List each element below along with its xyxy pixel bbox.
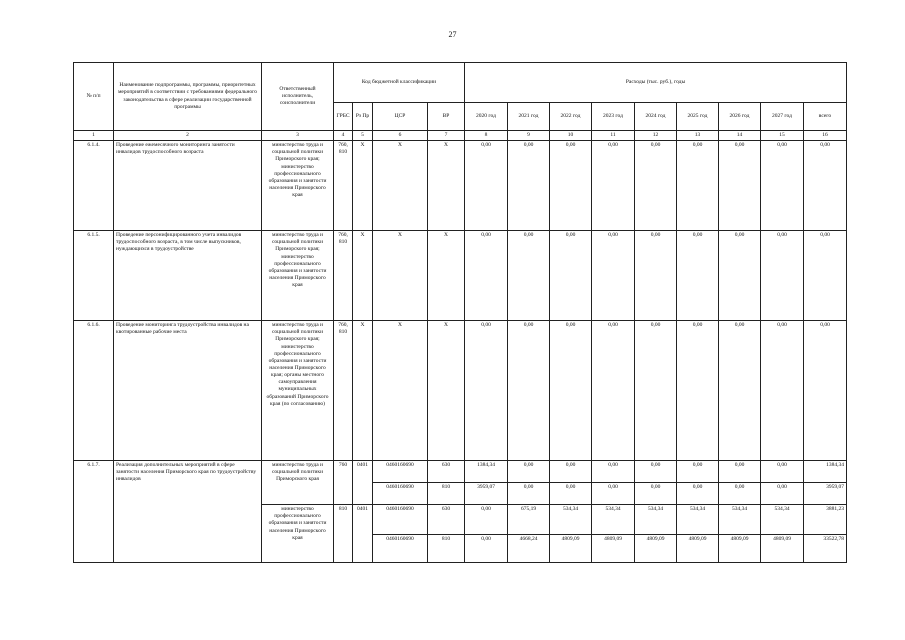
row-value: 0,00 (761, 483, 804, 505)
row-value: 0,00 (635, 321, 677, 461)
row-vr: 810 (428, 483, 465, 505)
row-value: 534,34 (635, 505, 677, 535)
row-grbs: 810 (334, 505, 353, 563)
header-expenses: Расходы (тыс. руб.), годы (465, 63, 847, 103)
row-value: 0,00 (465, 505, 508, 535)
row-number: 6.1.7. (74, 461, 114, 563)
row-value: 0,00 (804, 231, 847, 321)
row-value: 534,34 (592, 505, 635, 535)
subheader-cell: всего (804, 103, 847, 131)
subheader-cell: ЦСР (373, 103, 428, 131)
row-value: 0,00 (550, 483, 592, 505)
row-value: 4809,09 (677, 535, 719, 563)
row-value: 0,00 (761, 141, 804, 231)
row-value: 3881,23 (804, 505, 847, 535)
subheader-cell: 2021 год (508, 103, 550, 131)
header-name: Наименование подпрограммы, программы, приоритетных мероприятий в соответствии с требованиями федерального законодательства в сфере реализации государственной программы (114, 63, 262, 131)
row-value: 4809,09 (719, 535, 761, 563)
row-vr: 630 (428, 505, 465, 535)
row-vr: 630 (428, 461, 465, 483)
subheader-cell: 2024 год (635, 103, 677, 131)
row-responsible: министерство труда и социальной политики Приморского края (262, 461, 334, 505)
row-value: 0,00 (592, 483, 635, 505)
column-number-cell: 12 (635, 131, 677, 141)
row-rzpr: 0401 (353, 461, 373, 505)
row-value: 4809,09 (635, 535, 677, 563)
page-number: 27 (448, 30, 457, 39)
row-value: 0,00 (719, 321, 761, 461)
row-value: 0,00 (719, 461, 761, 483)
row-value: 0,00 (508, 461, 550, 483)
row-name: Проведение мониторинга трудоустройства инвалидов на квотированные рабочие места (114, 321, 262, 461)
row-value: 0,00 (592, 461, 635, 483)
column-number-cell: 6 (373, 131, 428, 141)
column-number-cell: 2 (114, 131, 262, 141)
row-number: 6.1.4. (74, 141, 114, 231)
row-value: 0,00 (592, 321, 635, 461)
budget-table (73, 62, 847, 563)
row-value: 0,00 (719, 231, 761, 321)
row-responsible: министерство труда и социальной политики Приморского края; министерство профессионального образования и занятости населения Приморского края (262, 231, 334, 321)
row-value: 0,00 (508, 141, 550, 231)
row-value: 3959,07 (804, 483, 847, 505)
row-value: 0,00 (719, 141, 761, 231)
column-number-cell: 4 (334, 131, 353, 141)
row-value: 534,34 (550, 505, 592, 535)
row-value: 33522,78 (804, 535, 847, 563)
column-number-cell: 15 (761, 131, 804, 141)
row-value: 0,00 (635, 141, 677, 231)
row-name: Реализация дополнительных мероприятий в сфере занятости населения Приморского края по трудоустройству инвалидов (114, 461, 262, 563)
header-budget-code: Код бюджетной классификации (334, 63, 465, 103)
row-value: 0,00 (677, 141, 719, 231)
subheader-cell: 2023 год (592, 103, 635, 131)
table-row (74, 231, 847, 321)
row-value: 0,00 (508, 483, 550, 505)
row-value: 0,00 (550, 461, 592, 483)
column-number-cell: 3 (262, 131, 334, 141)
row-csr: 0460160690 (373, 461, 428, 483)
subheader-cell: 2027 год (761, 103, 804, 131)
subheader-cell: 2025 год (677, 103, 719, 131)
row-value: 0,00 (677, 483, 719, 505)
row-value: 534,34 (761, 505, 804, 535)
row-value: 0,00 (761, 321, 804, 461)
subheader-cell: ВР (428, 103, 465, 131)
row-grbs: 760, 810 (334, 141, 353, 231)
column-number-cell: 8 (465, 131, 508, 141)
row-csr: X (373, 321, 428, 461)
row-grbs: 760 (334, 461, 353, 505)
row-value: 0,00 (677, 321, 719, 461)
subheader-cell: 2020 год (465, 103, 508, 131)
row-value: 0,00 (635, 461, 677, 483)
column-number-cell: 16 (804, 131, 847, 141)
row-value: 0,00 (592, 231, 635, 321)
column-number-cell: 11 (592, 131, 635, 141)
row-rzpr: 0401 (353, 505, 373, 563)
row-csr: 0460160690 (373, 505, 428, 535)
row-value: 0,00 (635, 231, 677, 321)
row-value: 0,00 (550, 321, 592, 461)
header-responsible: Ответственный исполнитель, соисполнители (262, 63, 334, 131)
row-value: 1384,34 (465, 461, 508, 483)
row-value: 0,00 (465, 231, 508, 321)
row-csr: X (373, 231, 428, 321)
column-number-cell: 7 (428, 131, 465, 141)
row-vr: 810 (428, 535, 465, 563)
row-value: 0,00 (804, 141, 847, 231)
row-value: 0,00 (635, 483, 677, 505)
subheader-cell: Рз Пр (353, 103, 373, 131)
column-number-cell: 10 (550, 131, 592, 141)
row-value: 4809,09 (761, 535, 804, 563)
row-value: 0,00 (465, 535, 508, 563)
row-name: Проведение персонифицированного учета инвалидов трудоспособного возраста, в том числе выпускников, нуждающихся в трудоустройстве (114, 231, 262, 321)
row-value: 0,00 (719, 483, 761, 505)
row-value: 0,00 (465, 321, 508, 461)
row-value: 0,00 (465, 141, 508, 231)
row-value: 0,00 (550, 141, 592, 231)
column-number-cell: 9 (508, 131, 550, 141)
table-body (74, 141, 847, 563)
row-value: 3959,07 (465, 483, 508, 505)
row-value: 0,00 (677, 461, 719, 483)
column-number-cell: 14 (719, 131, 761, 141)
row-vr: X (428, 321, 465, 461)
column-number-cell: 5 (353, 131, 373, 141)
row-number: 6.1.6. (74, 321, 114, 461)
row-grbs: 760, 810 (334, 231, 353, 321)
subheader-cell: 2026 год (719, 103, 761, 131)
row-responsible: министерство профессионального образования и занятости населения Приморского края (262, 505, 334, 563)
row-value: 0,00 (508, 231, 550, 321)
row-rzpr: X (353, 321, 373, 461)
row-value: 534,34 (719, 505, 761, 535)
row-value: 0,00 (550, 231, 592, 321)
row-value: 0,00 (677, 231, 719, 321)
row-value: 0,00 (804, 321, 847, 461)
row-grbs: 760, 810 (334, 321, 353, 461)
column-number-cell: 13 (677, 131, 719, 141)
row-value: 4809,09 (592, 535, 635, 563)
row-csr: X (373, 141, 428, 231)
row-value: 1384,34 (804, 461, 847, 483)
subheader-cell: 2022 год (550, 103, 592, 131)
row-vr: X (428, 141, 465, 231)
row-rzpr: X (353, 231, 373, 321)
table-row (74, 141, 847, 231)
row-rzpr: X (353, 141, 373, 231)
row-value: 0,00 (592, 141, 635, 231)
column-number-cell: 1 (74, 131, 114, 141)
row-value: 4809,09 (550, 535, 592, 563)
row-value: 0,00 (761, 461, 804, 483)
header-num: № п/п (74, 63, 114, 131)
row-value: 675,19 (508, 505, 550, 535)
row-vr: X (428, 231, 465, 321)
row-value: 0,00 (508, 321, 550, 461)
subheader-cell: ГРБС (334, 103, 353, 131)
table-row (74, 461, 847, 483)
table-row (74, 321, 847, 461)
row-csr: 0460160690 (373, 535, 428, 563)
row-value: 4668,24 (508, 535, 550, 563)
row-csr: 0460160690 (373, 483, 428, 505)
row-number: 6.1.5. (74, 231, 114, 321)
row-value: 534,34 (677, 505, 719, 535)
row-value: 0,00 (761, 231, 804, 321)
column-number-row (74, 131, 847, 141)
row-responsible: министерство труда и социальной политики Приморского края; министерство профессионального образования и занятости населения Приморского края; органы местного самоуправления муниципальных образований Приморского края (по согласованию) (262, 321, 334, 461)
row-responsible: министерство труда и социальной политики Приморского края; министерство профессионального образования и занятости населения Приморского края (262, 141, 334, 231)
row-name: Проведение ежемесячного мониторинга занятости инвалидов трудоспособного возраста (114, 141, 262, 231)
